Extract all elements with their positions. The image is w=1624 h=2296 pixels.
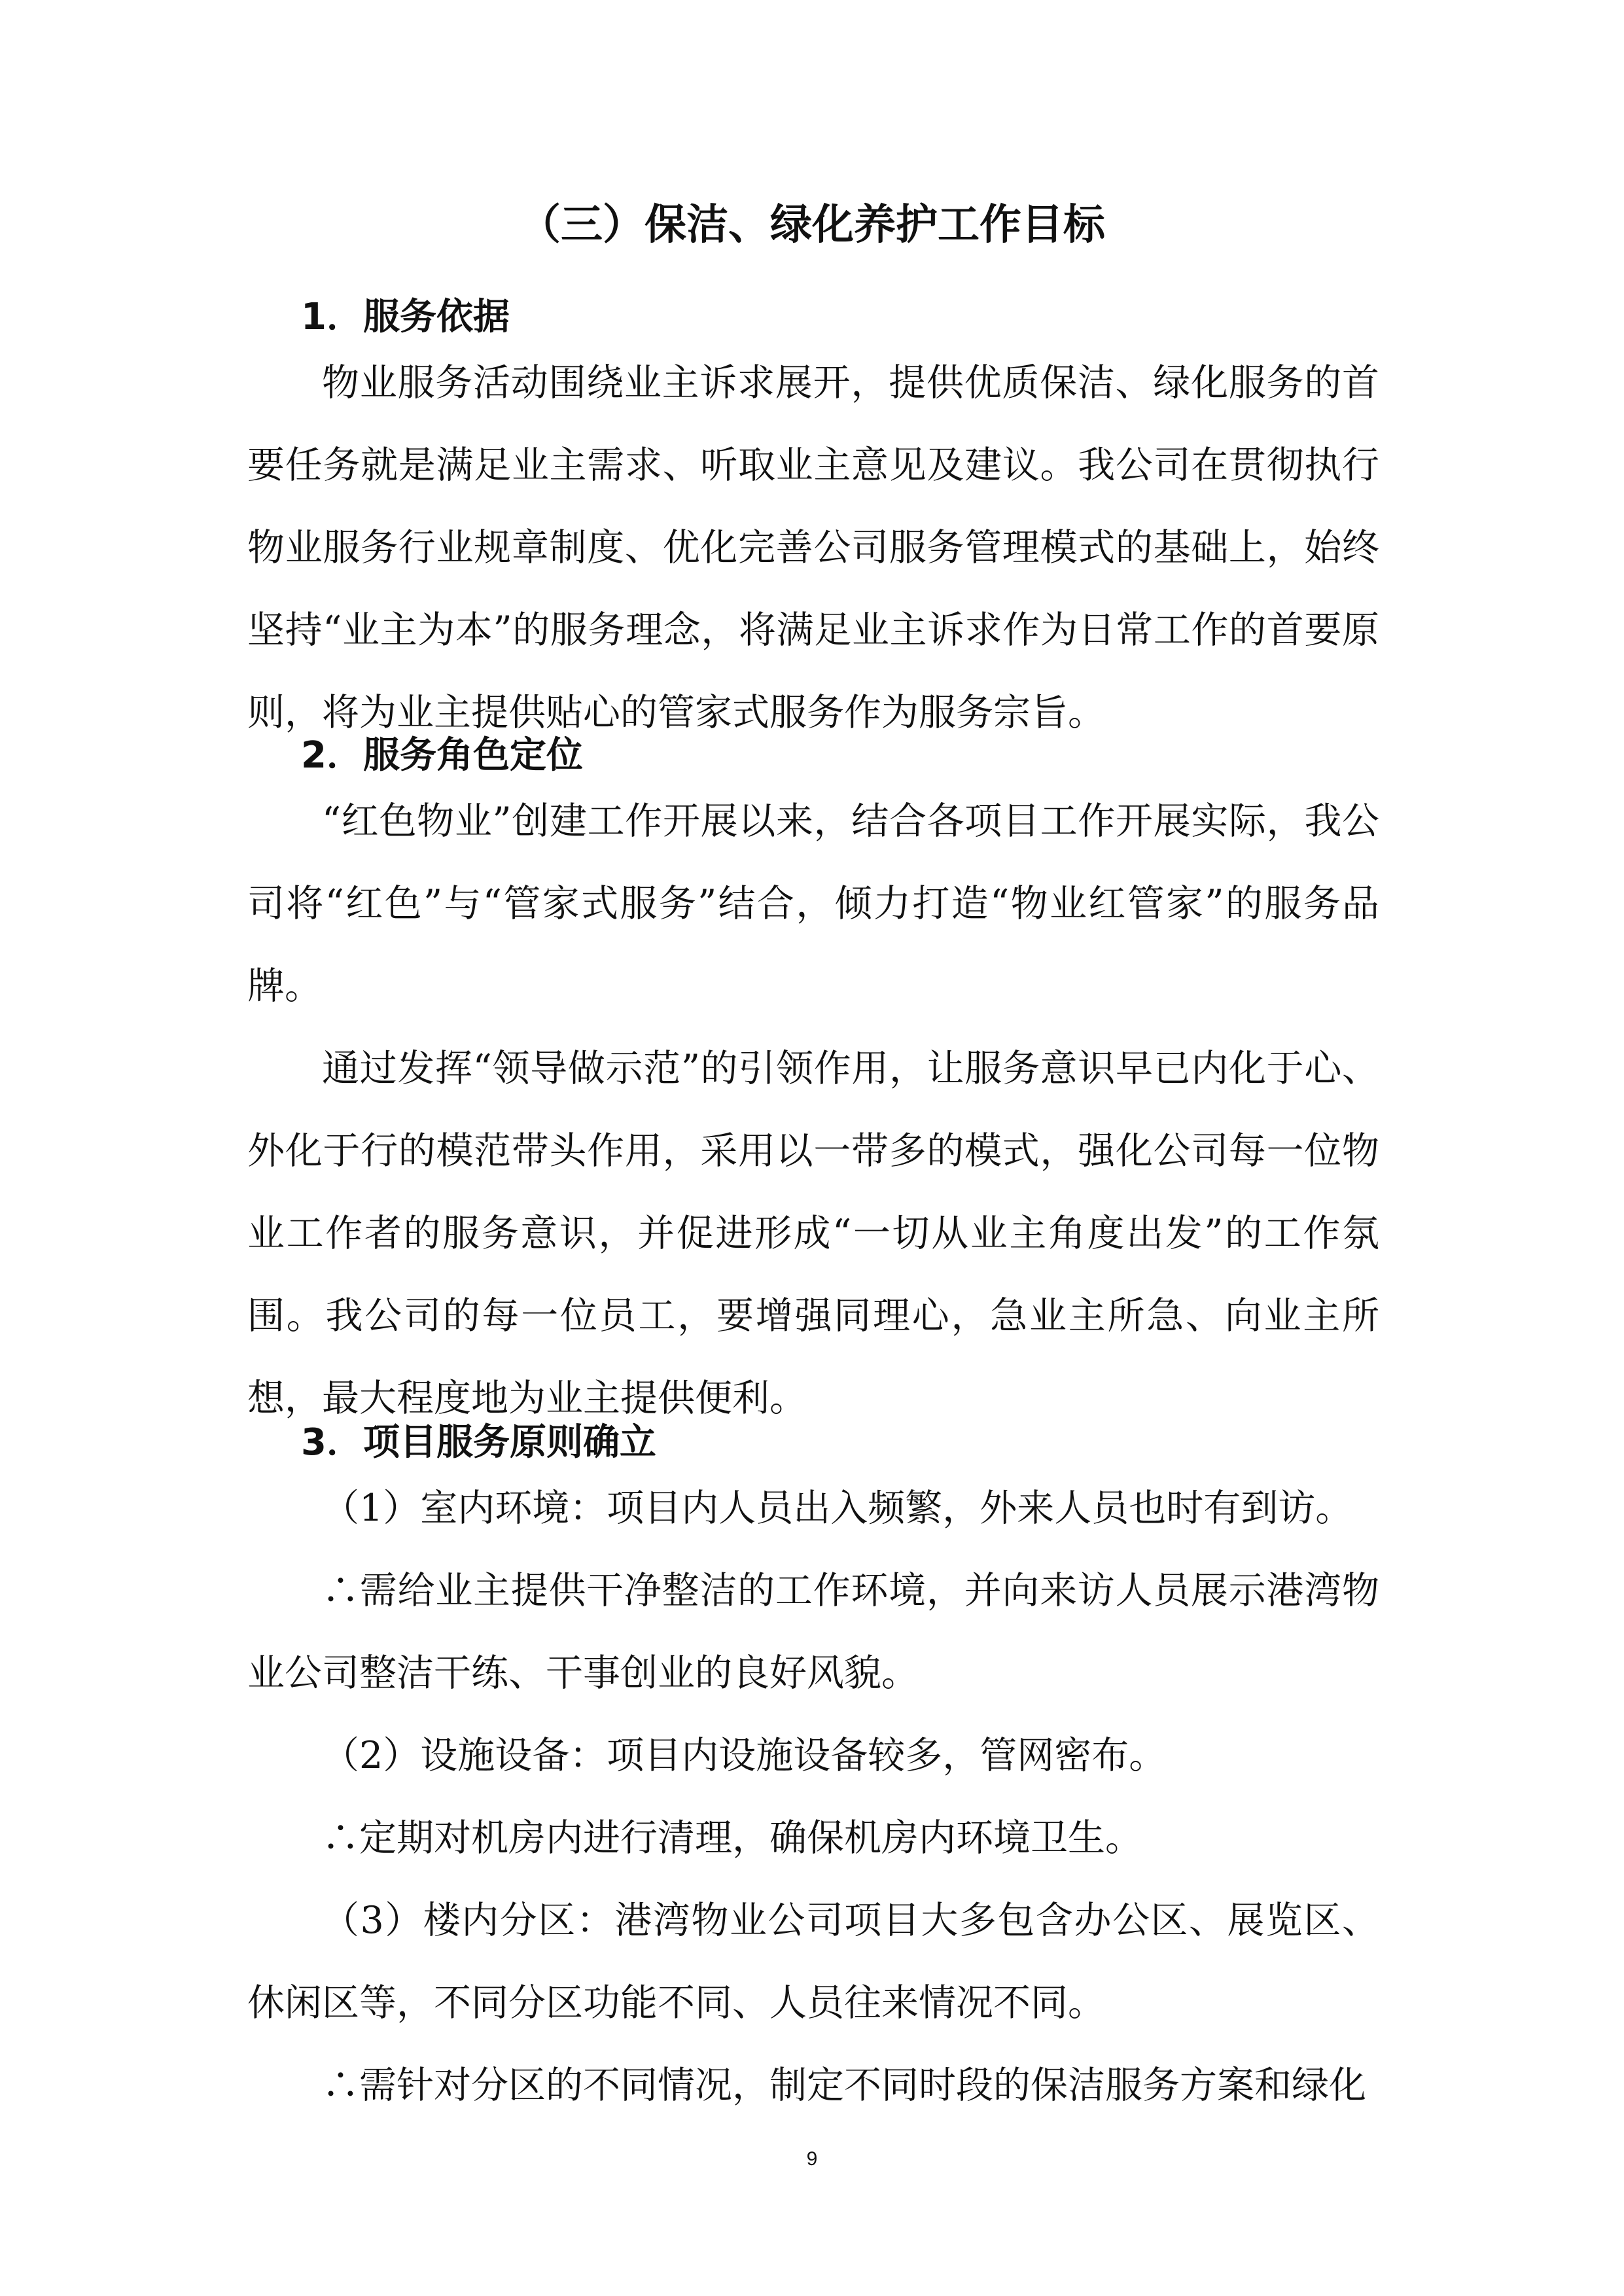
heading-service-principles: 3．项目服务原则确立 xyxy=(301,1421,656,1464)
heading-service-basis: 1．服务依据 xyxy=(301,296,510,338)
paragraph-indoor-conclusion: ∴需给业主提供干净整洁的工作环境，并向来访人员展示港湾物业公司整洁干练、干事创业的良好风貌。 xyxy=(247,1569,1379,1695)
paragraph-facilities-conclusion: ∴定期对机房内进行清理，确保机房内环境卫生。 xyxy=(322,1816,1142,1860)
paragraph-indoor-environment: （1）室内环境：项目内人员出入频繁，外来人员也时有到访。 xyxy=(322,1487,1353,1530)
paragraph-building-zones: （3）楼内分区：港湾物业公司项目大多包含办公区、展览区、休闲区等，不同分区功能不同、人员往来情况不同。 xyxy=(247,1899,1379,2024)
heading-service-role: 2．服务角色定位 xyxy=(301,734,583,777)
page-number: 9 xyxy=(806,2148,818,2170)
paragraph-zones-conclusion: ∴需针对分区的不同情况，制定不同时段的保洁服务方案和绿化 xyxy=(322,2064,1366,2107)
paragraph-facilities: （2）设施设备：项目内设施设备较多，管网密布。 xyxy=(322,1734,1167,1777)
section-title: （三）保洁、绿化养护工作目标 xyxy=(519,201,1105,249)
paragraph-leadership-example: 通过发挥“领导做示范”的引领作用，让服务意识早已内化于心、外化于行的模范带头作用，采用以一带多的模式，强化公司每一位物业工作者的服务意识，并促进形成“一切从业主角度出发”的工作氛围。我公司的每一位员工，要增强同理心，急业主所急、向业主所想，最大程度地为业主提供便利。 xyxy=(247,1047,1379,1420)
paragraph-service-basis: 物业服务活动围绕业主诉求展开，提供优质保洁、绿化服务的首要任务就是满足业主需求、听取业主意见及建议。我公司在贯彻执行物业服务行业规章制度、优化完善公司服务管理模式的基础上，始终坚持“业主为本”的服务理念，将满足业主诉求作为日常工作的首要原则，将为业主提供贴心的管家式服务作为服务宗旨。 xyxy=(247,361,1379,734)
paragraph-red-property: “红色物业”创建工作开展以来，结合各项目工作开展实际，我公司将“红色”与“管家式服务”结合，倾力打造“物业红管家”的服务品牌。 xyxy=(247,800,1379,1008)
